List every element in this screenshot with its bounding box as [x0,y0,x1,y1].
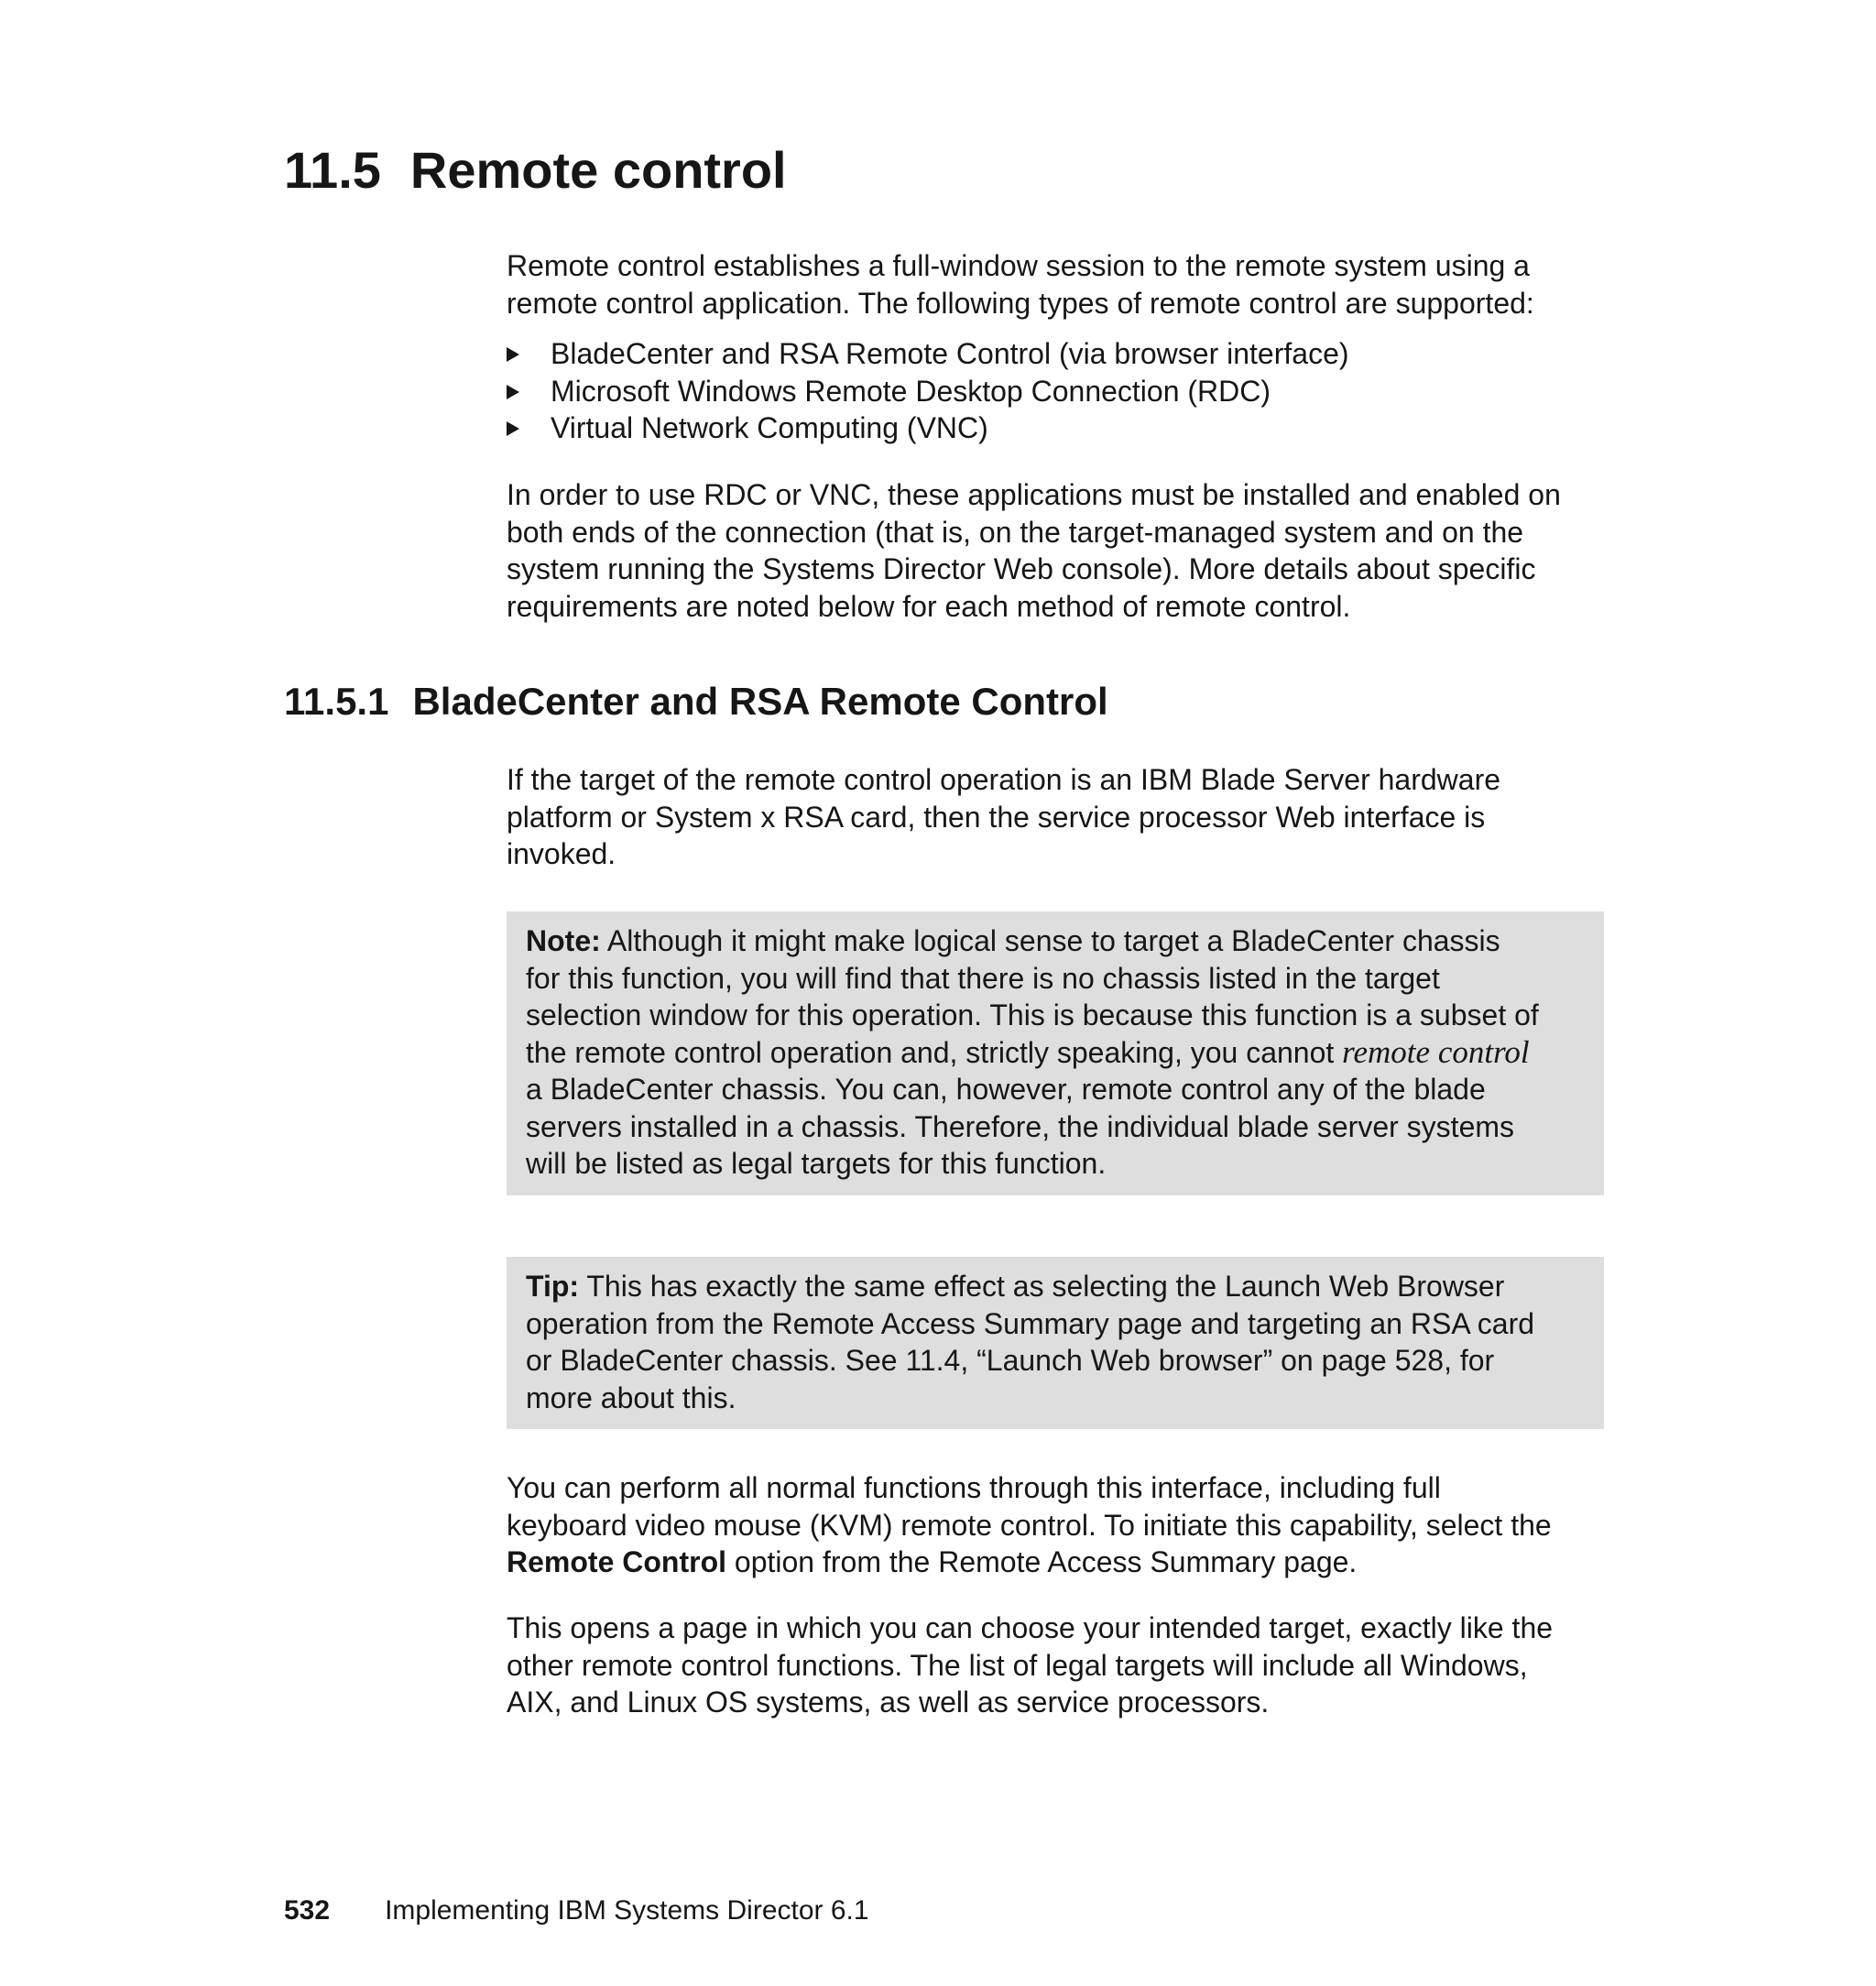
kvm-paragraph [507,1469,1606,1581]
subsection-title: BladeCenter and RSA Remote Control [412,680,1108,723]
section-title: Remote control [409,141,787,199]
text-line: both ends of the connection (that is, on the target-managed system and on the [507,515,1524,549]
subsection-heading [284,676,1108,727]
remote-control-types-list [507,335,1349,447]
text-line: In order to use RDC or VNC, these applications must be installed and enabled on [507,478,1561,511]
text-line: platform or System x RSA card, then the service processor Web interface is [507,800,1486,834]
text-line: requirements are noted below for each method of remote control. [507,589,1351,623]
list-item: BladeCenter and RSA Remote Control (via browser interface) [507,335,1349,373]
text-line: This opens a page in which you can choose your intended target, exactly like the [507,1611,1554,1644]
text-line: system running the Systems Director Web console). More details about specific [507,552,1536,585]
tip-box: Tip: This has exactly the same effect as selecting the Launch Web Browser operation from the Remote Access Summary page and targeting an RSA card or BladeCenter chassis. See 11.4, “Launch Web browser” on page 528, for more about this. [507,1257,1604,1429]
targets-paragraph [507,1610,1606,1721]
page-footer [284,1893,869,1929]
text-line: keyboard video mouse (KVM) remote control. To initiate this capability, select the [507,1508,1552,1542]
text-line: You can perform all normal functions through this interface, including full [507,1471,1441,1504]
tip-label: Tip: [526,1270,580,1303]
text-line: AIX, and Linux OS systems, as well as service processors. [507,1686,1270,1719]
note-box: Note: Although it might make logical sense to target a BladeCenter chassis for this function, you will find that there is no chassis listed in the target selection window for this operation. This is because this function is a subset of the remote control operation and, strictly speaking, you cannot remote control a BladeCenter chassis. You can, however, remote control any of the blade servers installed in a chassis. Therefore, the individual blade server systems will be listed as legal targets for this function. [507,911,1604,1195]
target-paragraph [507,761,1606,873]
requirements-paragraph [507,476,1606,625]
text-line: invoked. [507,837,616,870]
subsection-number: 11.5.1 [284,680,389,723]
note-label: Note: [526,924,601,957]
text-line: If the target of the remote control operation is an IBM Blade Server hardware [507,763,1501,796]
list-item: Virtual Network Computing (VNC) [507,409,1349,447]
triangle-bullet-icon [507,347,519,362]
list-item: Microsoft Windows Remote Desktop Connection (RDC) [507,373,1349,410]
intro-paragraph [507,247,1606,322]
page-number: 532 [284,1895,331,1926]
section-number: 11.5 [284,141,381,199]
text-line: Remote Control option from the Remote Access Summary page. [507,1545,1358,1578]
triangle-bullet-icon [507,385,519,399]
section-heading [284,137,787,203]
remote-control-option: Remote Control [507,1545,726,1578]
text-line: remote control application. The following types of remote control are supported: [507,286,1534,320]
triangle-bullet-icon [507,421,519,436]
book-title: Implementing IBM Systems Director 6.1 [385,1895,869,1926]
text-line: Remote control establishes a full-window session to the remote system using a [507,249,1530,282]
emphasis-text: remote control [1342,1033,1530,1070]
text-line: other remote control functions. The list of legal targets will include all Windows, [507,1648,1528,1682]
